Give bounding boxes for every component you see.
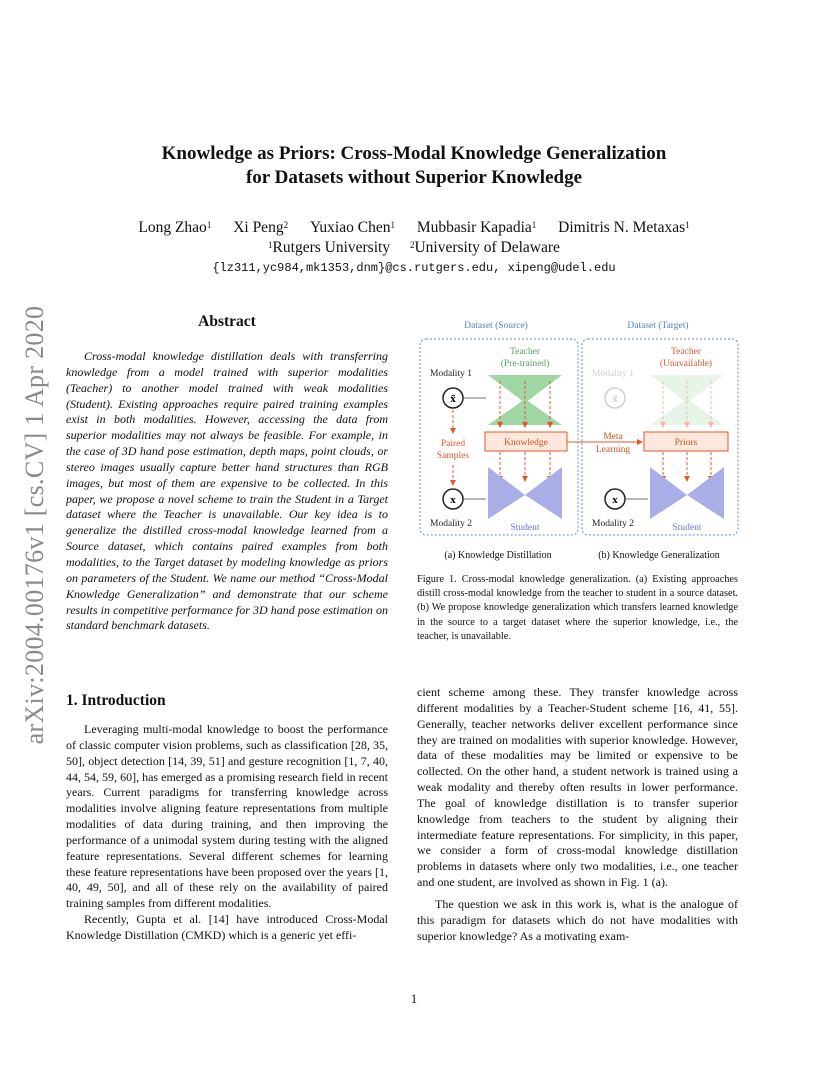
author-list bbox=[0, 218, 828, 238]
subfigure-a-caption: (a) Knowledge Distillation bbox=[444, 550, 552, 561]
abstract-text: Cross-modal knowledge distillation deals with transferring knowledge from a model trained with superior modalities (Teacher) to another model trained with weak modalities (Student). Existing approaches require paired training examples exist in both modalities. However, accessing the data from superior modalities may not always be feasible. For example, in the case of 3D hand pose estimation, depth maps, point clouds, or stereo images usually capture better hand structures than RGB images, but most of them are expensive to be collected. In this paper, we propose a novel scheme to train the Student in a Target dataset where the Teacher is unavailable. Our key idea is to generalize the distilled cross-modal knowledge learned from a Source dataset, which contains paired examples from both modalities, to the Target dataset by modeling knowledge as priors on parameters of the Student. We name our method “Cross-Modal Knowledge Generalization” and demonstrate that our scheme results in competitive performance for 3D hand pose estimation on standard benchmark datasets. bbox=[66, 349, 388, 633]
target-dataset-label: Dataset (Target) bbox=[627, 321, 689, 331]
x-label: x bbox=[450, 494, 456, 506]
author: Mubbasir Kapadia$^1$ bbox=[416, 219, 537, 236]
title-line-1: Knowledge as Priors: Cross-Modal Knowledge Generalization bbox=[161, 143, 667, 164]
arxiv-id: arXiv:2004.00176v1 [cs.CV] 1 Apr 2020 bbox=[20, 305, 49, 745]
subfigure-b-caption: (b) Knowledge Generalization bbox=[598, 550, 720, 561]
paired-samples-1: Paired bbox=[440, 439, 466, 449]
teacher-sublabel: (Pre-trained) bbox=[500, 359, 550, 369]
student-network bbox=[488, 467, 525, 519]
teacher-unavailable-sublabel: (Unavailable) bbox=[659, 359, 713, 369]
knowledge-label: Knowledge bbox=[504, 438, 548, 448]
intro-paragraph: Recently, Gupta et al. [14] have introduced Cross-Modal Knowledge Distillation (CMKD) which is a generic yet effi- bbox=[66, 912, 388, 942]
section-heading-introduction: 1. Introduction bbox=[66, 692, 166, 709]
x-label-b: x bbox=[612, 494, 618, 506]
figure-1-diagram bbox=[416, 315, 742, 543]
author: Dimitris N. Metaxas$^1$ bbox=[558, 219, 690, 236]
x-tilde-faded: x̃ bbox=[612, 393, 618, 405]
page-number: 1 bbox=[410, 991, 418, 1006]
student-label-b: Student bbox=[672, 523, 702, 533]
title-line-2: for Datasets without Superior Knowledge bbox=[245, 167, 583, 188]
intro-right-column bbox=[417, 685, 738, 945]
affiliation-list bbox=[0, 238, 828, 258]
paired-samples-2: Samples bbox=[436, 451, 470, 461]
x-tilde: x̃ bbox=[450, 393, 456, 405]
author: Xi Peng$^2$ bbox=[233, 219, 289, 236]
affiliation: $^2$University of Delaware bbox=[409, 239, 560, 256]
meta-label-1: Meta bbox=[603, 432, 623, 442]
paper-title bbox=[0, 142, 828, 190]
intro-paragraph: cient scheme among these. They transfer knowledge across different modalities by a Teacher-Student scheme [16, 41, 55]. Generally, teacher networks deliver excellent performance since they are trained on modalities with superior knowledge. However, data of these modalities may be limited or expensive to be collected. On the other hand, a student network is trained using a weak modality and thereby often results in lower performance. The goal of knowledge distillation is to transfer superior knowledge from teachers to the student by aligning their intermediate feature representations. For simplicity, in this paper, we consider a form of cross-modal knowledge distillation problems in datasets where only two modalities, i.e., one teacher and one student, are involved as shown in Fig. 1 (a). bbox=[417, 685, 738, 890]
intro-left-column bbox=[66, 722, 388, 944]
modality2-label: Modality 2 bbox=[430, 519, 472, 529]
student-label: Student bbox=[510, 523, 540, 533]
teacher-unavailable-label: Teacher bbox=[671, 347, 701, 357]
teacher-label: Teacher bbox=[510, 347, 540, 357]
modality1-faded-label: Modality 1 bbox=[592, 369, 634, 379]
affiliation: $^1$Rutgers University bbox=[268, 239, 391, 256]
modality1-label: Modality 1 bbox=[430, 369, 472, 379]
priors-label: Priors bbox=[674, 438, 698, 448]
author-emails: {lz311,yc984,mk1353,dnm}@cs.rutgers.edu, xipeng@udel.edu bbox=[212, 261, 616, 275]
figure-1-caption: Figure 1. Cross-modal knowledge generalization. (a) Existing approaches distill cross-modal knowledge from the teacher to student in a source dataset. (b) We propose knowledge generalization which transfers learned knowledge in the source to a target dataset where the superior knowledge, i.e., the teacher, is unavailable. bbox=[417, 574, 738, 642]
intro-paragraph: Leveraging multi-modal knowledge to boost the performance of classic computer vision problems, such as classification [28, 35, 50], object detection [14, 39, 51] and gesture recognition [1, 7, 40, 44, 54, 59, 60], has emerged as a promising research field in recent years. Current paradigms for transferring knowledge across modalities involve aligning feature representations from multiple modalities of data during training, and then improving the performance of a unimodal system during testing with the aligned feature representations. Several different schemes for learning these feature representations have been proposed over the years [1, 40, 49, 50], and all of these rely on the availability of paired training samples from different modalities. bbox=[66, 722, 388, 911]
source-dataset-label: Dataset (Source) bbox=[464, 321, 528, 331]
arxiv-stamp bbox=[20, 290, 50, 760]
modality2-label-b: Modality 2 bbox=[592, 519, 634, 529]
intro-paragraph: The question we ask in this work is, what is the analogue of this paradigm for datasets which do not have modalities with superior knowledge? As a motivating exam- bbox=[417, 896, 738, 943]
author: Long Zhao$^1$ bbox=[138, 219, 212, 236]
author: Yuxiao Chen$^1$ bbox=[309, 219, 395, 236]
meta-label-2: Learning bbox=[595, 445, 631, 455]
abstract-heading: Abstract bbox=[198, 313, 256, 330]
